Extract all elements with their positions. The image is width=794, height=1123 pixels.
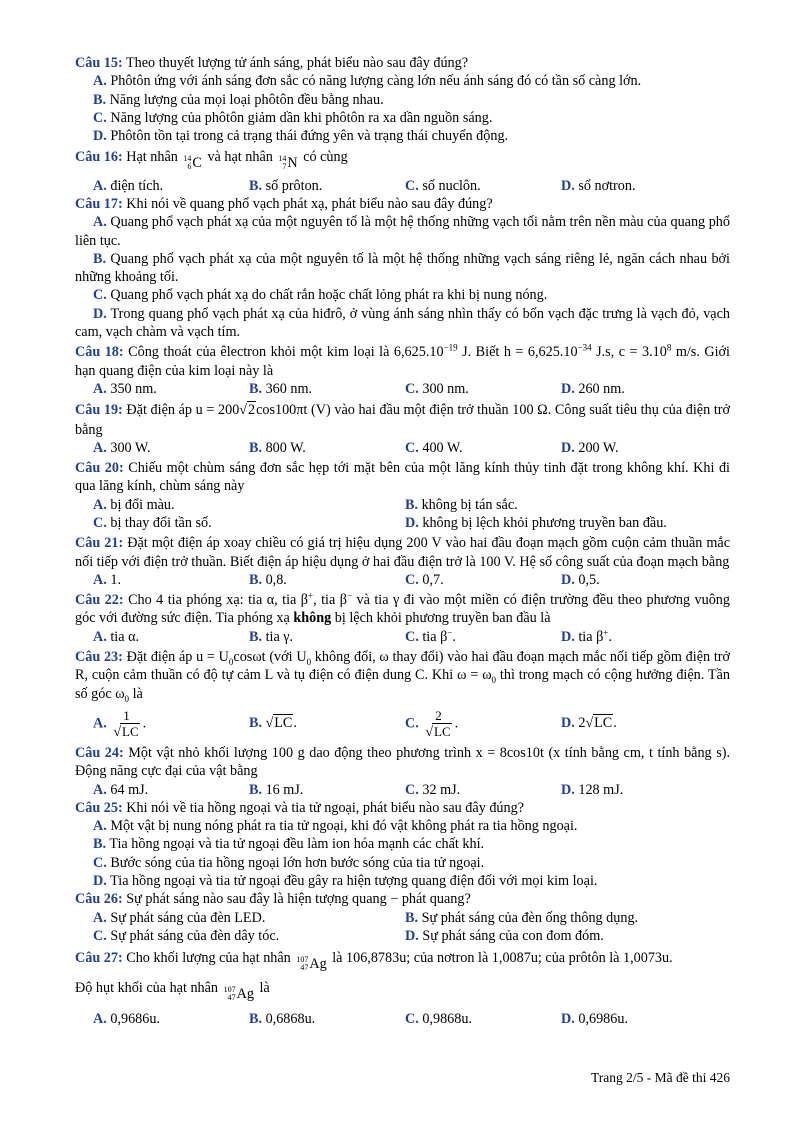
option-d[interactable]: D. 0,5.: [561, 571, 600, 588]
option-a[interactable]: A. 1.: [93, 571, 121, 588]
option-d[interactable]: D. Phôtôn tồn tại trong cả trạng thái đứng yên và trạng thái chuyển động.: [93, 128, 509, 145]
option-a[interactable]: A. 350 nm.: [93, 380, 157, 397]
question-16: Câu 16: Hạt nhân 14 6 C và hạt nhân 14 7 N có cùng A. điện tích. B. số prôton. C. số nuclôn. D. số nơtron.: [75, 148, 730, 194]
option-d[interactable]: D. 2√LC.: [561, 715, 617, 732]
question-24: Câu 24: Một vật nhỏ khối lượng 100 g dao động theo phương trình x = 8cos10t (x tính bằng cm, t tính bằng s). Động năng cực đại của vật bằng A. 64 mJ. B. 16 mJ. C. 32 mJ. D. 128 mJ.: [75, 744, 730, 798]
question-23: Câu 23: Đặt điện áp $u = U_0\cos\omega t$ (với $U_0$ không đổi, ω thay đổi) vào hai đầu đoạn mạch mắc nối tiếp gồm điện trở R, cuộn cảm thuần có độ tự cảm L và tụ điện có điện dung C. Khi $\omega = \omega_0$ thì trong mạch có cộng hưởng điện. Tần số góc $\omega_0$ là A. $\frac{1}{√LC}$ . B. √LC. C. $\frac{2}{√LC}$ . D. 2√LC.: [75, 649, 730, 740]
exam-page: [75, 54, 730, 1028]
option-a[interactable]: A. Sự phát sáng của đèn LED.: [93, 909, 266, 926]
option-c[interactable]: C. tia β−.: [405, 627, 456, 645]
option-d[interactable]: D. 260 nm.: [561, 380, 625, 397]
option-c[interactable]: C. Năng lượng của phôtôn giảm dần khi phôtôn ra xa dần nguồn sáng.: [93, 109, 493, 126]
voltage-formula: 200√2cos100πt: [218, 402, 308, 419]
option-c[interactable]: C. 400 W.: [405, 439, 463, 456]
question-17: [75, 195, 730, 341]
option-c[interactable]: C. Sự phát sáng của đèn dây tóc.: [93, 927, 280, 944]
option-a[interactable]: A. Phôtôn ứng với ánh sáng đơn sắc có năng lượng càng lớn nếu ánh sáng đó có tần số càng lớn.: [93, 73, 642, 90]
option-d[interactable]: D. 200 W.: [561, 439, 619, 456]
option-a[interactable]: A. 0,9686u.: [93, 1010, 160, 1027]
option-b[interactable]: B. 0,6868u.: [249, 1010, 316, 1027]
question-label: Câu 16:: [75, 149, 123, 166]
fraction: $\frac{1}{√LC}$: [113, 707, 139, 740]
option-d[interactable]: D. 0,6986u.: [561, 1010, 628, 1027]
option-c[interactable]: C. 0,7.: [405, 571, 444, 588]
option-b[interactable]: B. 16 mJ.: [249, 781, 304, 798]
option-c[interactable]: C. 300 nm.: [405, 380, 469, 397]
question-27: Câu 27: Cho khối lượng của hạt nhân 107 47 Ag là 106,8783u; của nơtron là 1,0087u; của prôtôn là 1,0073u. Độ hụt khối của hạt nhân 107 47 Ag là A. 0,9686u. B. 0,6868u. C. 0,9868u. D. 0,6986u.: [75, 949, 730, 1028]
option-b[interactable]: B. tia γ.: [249, 628, 294, 645]
fraction: $\frac{2}{√LC}$: [425, 707, 451, 740]
option-b[interactable]: B. 0,8.: [249, 571, 287, 588]
option-d[interactable]: D. Sự phát sáng của con đom đóm.: [405, 927, 604, 944]
option-b[interactable]: B. Năng lượng của mọi loại phôtôn đều bằng nhau.: [93, 91, 384, 108]
nuclide-n14: 14 7 N: [278, 154, 298, 172]
option-d[interactable]: D. tia β+.: [561, 627, 612, 645]
option-a[interactable]: A. bị đổi màu.: [93, 496, 175, 513]
question-label: Câu 19:: [75, 402, 123, 419]
question-label: Câu 25:: [75, 799, 123, 816]
option-a[interactable]: A. tia α.: [93, 628, 140, 645]
question-text: Theo thuyết lượng tử ánh sáng, phát biểu nào sau đây đúng?: [126, 55, 469, 71]
option-b[interactable]: B. Sự phát sáng của đèn ống thông dụng.: [405, 909, 639, 926]
option-b[interactable]: B. 800 W.: [249, 439, 306, 456]
option-c[interactable]: C. $\frac{2}{√LC}$ .: [405, 707, 459, 740]
option-d[interactable]: D. không bị lệch khỏi phương truyền ban đầu.: [405, 514, 667, 531]
nuclide-c14: 14 6 C: [183, 154, 202, 172]
option-d[interactable]: D. 128 mJ.: [561, 781, 624, 798]
question-22: Câu 22: Cho 4 tia phóng xạ: tia α, tia β+, tia β− và tia γ đi vào một miền có điện trường đều theo phương vuông góc với đường sức điện. Tia phóng xạ không bị lệch khỏi phương truyền ban đầu là A. tia α. B. tia γ. C. tia β−. D. tia β+.: [75, 590, 730, 645]
option-b[interactable]: B. Tia hồng ngoại và tia tử ngoại đều làm ion hóa mạnh các chất khí.: [93, 836, 485, 853]
question-label: Câu 24:: [75, 744, 124, 761]
option-a[interactable]: A. Quang phổ vạch phát xạ của một nguyên tố là một hệ thống những vạch tối nằm trên nền màu của quang phổ liên tục.: [75, 214, 730, 249]
question-18: Câu 18: Công thoát của êlectron khỏi một kim loại là $6,625.10^{-19}$ J. Biết $h = 6,625.10^{-34}$ J.s, $c = 3.10^8$ m/s. Giới hạn quang điện của kim loại này là A. 350 nm. B. 360 nm. C. 300 nm. D. 260 nm.: [75, 342, 730, 397]
option-c[interactable]: C. Bước sóng của tia hồng ngoại lớn hơn bước sóng của tia tử ngoại.: [93, 854, 485, 871]
option-d[interactable]: D. Trong quang phổ vạch phát xạ của hiđrô, ở vùng ánh sáng nhìn thấy có bốn vạch đặc trưng là vạch đỏ, vạch cam, vạch chàm và vạch tím.: [75, 305, 730, 341]
question-25: Câu 25: Khi nói về tia hồng ngoại và tia tử ngoại, phát biểu nào sau đây đúng? A. Một vật bị nung nóng phát ra tia tử ngoại, khi đó vật không phát ra tia hồng ngoại. B. Tia hồng ngoại và tia tử ngoại đều làm ion hóa mạnh các chất khí. C. Bước sóng của tia hồng ngoại lớn hơn bước sóng của tia tử ngoại. D. Tia hồng ngoại và tia tử ngoại đều gây ra hiện tượng quang điện đối với mọi kim loại.: [75, 799, 730, 890]
nuclide-ag107: 107 47 Ag: [223, 985, 254, 1003]
question-label: Câu 18:: [75, 344, 124, 361]
option-b[interactable]: B. không bị tán sắc.: [405, 496, 518, 513]
nuclide-ag107: 107 47 Ag: [296, 955, 327, 973]
question-19: Câu 19: Đặt điện áp u = 200√2cos100πt (V) vào hai đầu một điện trở thuần 100 Ω. Công suất tiêu thụ của điện trở bằng A. 300 W. B. 800 W. C. 400 W. D. 200 W.: [75, 402, 731, 456]
option-a[interactable]: A. điện tích.: [93, 177, 164, 194]
option-a[interactable]: A. 64 mJ.: [93, 781, 149, 798]
question-20: Câu 20: Chiếu một chùm sáng đơn sắc hẹp tới mặt bên của một lăng kính thủy tinh đặt trong không khí. Khi đi qua lăng kính, chùm sáng này A. bị đổi màu. B. không bị tán sắc. C. bị thay đổi tần số. D. không bị lệch khỏi phương truyền ban đầu.: [75, 460, 730, 531]
question-label: Câu 27:: [75, 950, 123, 967]
option-c[interactable]: C. 32 mJ.: [405, 781, 461, 798]
option-d[interactable]: D. Tia hồng ngoại và tia tử ngoại đều gây ra hiện tượng quang điện đối với mọi kim loại.: [93, 873, 598, 890]
question-26: Câu 26: Sự phát sáng nào sau đây là hiện tượng quang − phát quang? A. Sự phát sáng của đèn LED. B. Sự phát sáng của đèn ống thông dụng. C. Sự phát sáng của đèn dây tóc. D. Sự phát sáng của con đom đóm.: [75, 890, 730, 945]
question-15: [75, 54, 730, 145]
option-a[interactable]: A. Một vật bị nung nóng phát ra tia tử ngoại, khi đó vật không phát ra tia hồng ngoại.: [93, 818, 578, 835]
option-c[interactable]: C. Quang phổ vạch phát xạ do chất rắn hoặc chất lỏng phát ra khi bị nung nóng.: [93, 287, 548, 304]
option-b[interactable]: B. √LC.: [249, 715, 297, 732]
option-c[interactable]: C. số nuclôn.: [405, 177, 481, 194]
question-21: Câu 21: Đặt một điện áp xoay chiều có giá trị hiệu dụng 200 V vào hai đầu đoạn mạch gồm cuộn cảm thuần mắc nối tiếp với điện trở thuần. Biết điện áp hiệu dụng ở hai đầu điện trở là 100 V. Hệ số công suất của đoạn mạch bằng A. 1. B. 0,8. C. 0,7. D. 0,5.: [75, 535, 730, 588]
question-label: Câu 20:: [75, 460, 124, 477]
option-d[interactable]: D. số nơtron.: [561, 177, 636, 194]
option-b[interactable]: B. 360 nm.: [249, 380, 313, 397]
question-label: Câu 26:: [75, 891, 123, 908]
question-label: Câu 22:: [75, 592, 124, 609]
option-b[interactable]: B. số prôton.: [249, 177, 323, 194]
option-a[interactable]: A. $\frac{1}{√LC}$ .: [93, 707, 147, 740]
page-footer: Trang 2/5 - Mã đề thi 426: [591, 1070, 730, 1085]
option-b[interactable]: B. Quang phổ vạch phát xạ của một nguyên tố là một hệ thống những vạch sáng riêng lẻ, ngăn cách nhau bởi những khoảng tối.: [75, 250, 730, 286]
question-label: Câu 21:: [75, 535, 124, 552]
question-label: Câu 17:: [75, 195, 123, 212]
option-a[interactable]: A. 300 W.: [93, 439, 151, 456]
question-label: Câu 23:: [75, 649, 123, 666]
question-text: Khi nói về quang phổ vạch phát xạ, phát biểu nào sau đây đúng?: [126, 195, 493, 212]
option-c[interactable]: C. bị thay đổi tần số.: [93, 514, 212, 531]
option-c[interactable]: C. 0,9868u.: [405, 1010, 472, 1027]
question-label: Câu 15:: [75, 55, 123, 71]
